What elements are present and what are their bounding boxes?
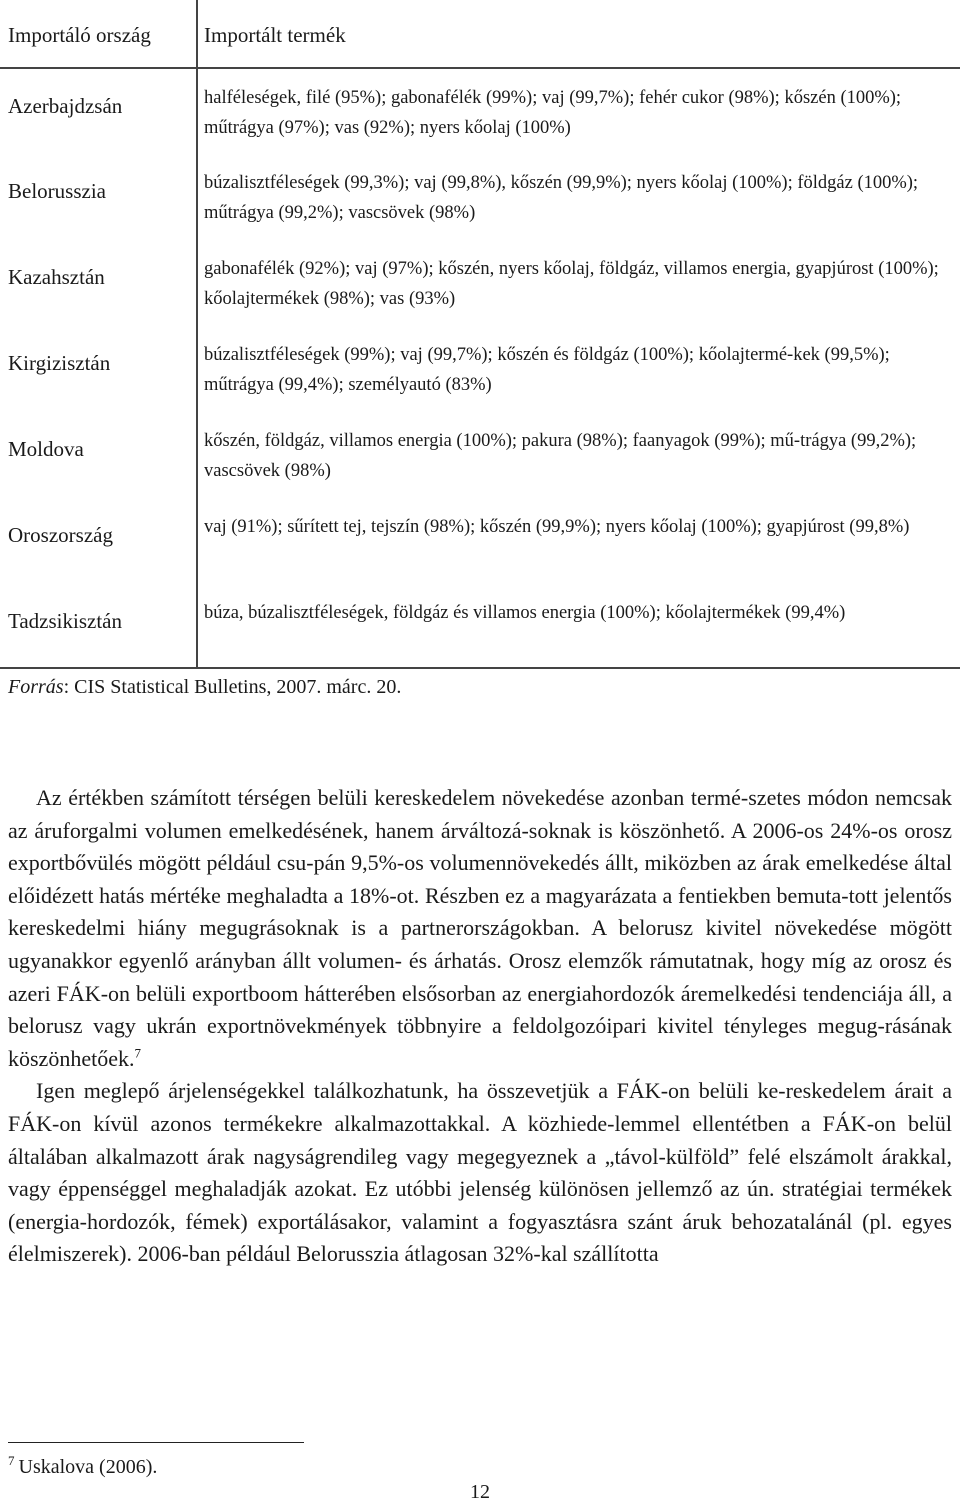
product-cell: vaj (91%); sűrített tej, tejszín (98%); kőszén (99,9%); nyers kőolaj (100%); gyapjúrost (99,8%) [197,498,960,584]
footnote-number: 7 [8,1453,15,1469]
country-cell: Kazahsztán [8,265,105,289]
country-cell: Oroszország [8,523,113,547]
table-row [0,498,960,584]
page-number: 12 [470,1481,490,1503]
table-row [0,412,960,498]
product-cell: gabonafélék (92%); vaj (97%); kőszén, nyers kőolaj, földgáz, villamos energia, gyapjúrost (100%); kőolajtermékek (98%); vas (93%) [197,240,960,326]
table-row [0,240,960,326]
import-table [0,0,960,669]
table-row [0,154,960,240]
product-cell: búza, búzalisztféleségek, földgáz és villamos energia (100%); kőolajtermékek (99,4%) [197,584,960,668]
footnote-text: Uskalova (2006). [18,1456,158,1478]
country-cell: Azerbajdzsán [8,94,123,118]
country-cell: Kirgizisztán [8,351,111,375]
footnote-separator [8,1442,304,1443]
country-cell: Belorusszia [8,179,106,203]
paragraph-text: Igen meglepő árjelenségekkel találkozhatunk, ha összevetjük a FÁK-on belüli ke-reskedelem árait a FÁK-on kívül azonos termékekre alkalmazottakkal. A közhiede-lemmel ellentétben a FÁK-on belül általában alkalmazott árak nagyságrendileg vagy megegyeznek a „távol-külföld” felé elszámolt árakkal, vagy éppenséggel meghaladják azokat. Ez utóbbi jelenség különösen jellemző az ún. stratégiai termékek (energia-hordozók, fémek) exportálásakor, valamint a fogyasztásra szánt áruk behozatalánál (pl. egyes élelmiszerek). 2006-ban például Belorusszia átlagosan 32%-kal szállította [8,1078,952,1267]
footnote [8,1453,158,1479]
table-row [0,326,960,412]
body-text [8,782,952,1271]
product-cell: búzalisztféleségek (99,3%); vaj (99,8%), kőszén (99,9%); nyers kőolaj (100%); földgáz (100%); műtrágya (99,2%); vascsövek (98%) [197,154,960,240]
paragraph-text: Az értékben számított térségen belüli kereskedelem növekedése azonban termé-szetes módon nemcsak az áruforgalmi volumen emelkedésének, hanem árváltozá-soknak is köszönhető. A 2006-os 24%-os orosz exportbővülés mögött például csu-pán 9,5%-os volumennövekedés állt, miközben az árak emelkedése által előidézett hatás mértéke meghaladta a 18%-ot. Részben ez a magyarázata a fentiekben bemuta-tott jelentős kereskedelmi hiány megugrásoknak is a partnerországokban. A belorusz kivitel növekedése mögött ugyanakkor egyenlő arányban állt volumen- és árhatás. Orosz elemzők rámutatnak, hogy míg az orosz és azeri FÁK-on belüli exportboom hátterében elsősorban az energiahordozók áremelkedési tendenciája áll, a belorusz vagy ukrán exportnövekmények többnyire a feldolgozóipari kivitel tényleges megug-rásának köszönhetőek. [8,785,952,1071]
country-cell: Moldova [8,437,84,461]
paragraph [8,1075,952,1271]
product-cell: kőszén, földgáz, villamos energia (100%); pakura (98%); faanyagok (99%); mű-trágya (99,2%); vascsövek (98%) [197,412,960,498]
source-text: : CIS Statistical Bulletins, 2007. márc. 20. [63,676,402,698]
footnote-reference[interactable]: 7 [134,1045,141,1061]
table-source-note [8,676,401,699]
table-row [0,68,960,154]
country-column-header: Importáló ország [0,0,197,68]
paragraph [8,782,952,1075]
product-column-header: Importált termék [197,0,960,68]
country-cell: Tadzsikisztán [0,584,197,668]
source-label: Forrás [8,676,64,698]
product-cell: halféleségek, filé (95%); gabonafélék (99%); vaj (99,7%); fehér cukor (98%); kőszén (100%); műtrágya (97%); vas (92%); nyers kőolaj (100%) [197,68,960,154]
product-cell: búzalisztféleségek (99%); vaj (99,7%); kőszén és földgáz (100%); kőolajtermé-kek (99,5%); műtrágya (99,4%); személyautó (83%) [197,326,960,412]
table-header-row [0,0,960,68]
table-row [0,584,960,668]
